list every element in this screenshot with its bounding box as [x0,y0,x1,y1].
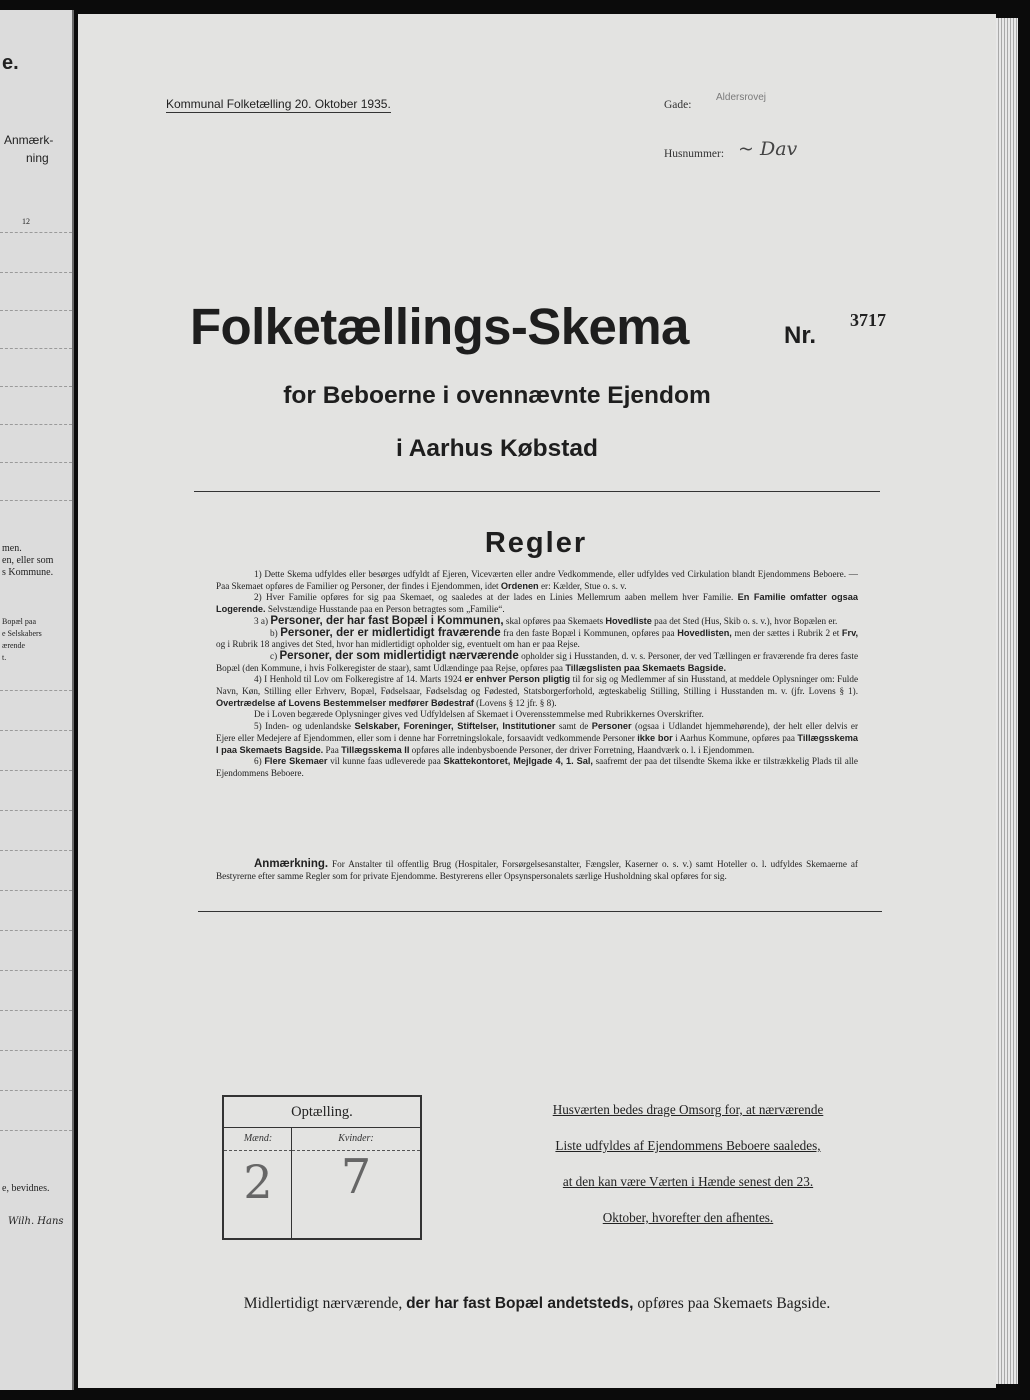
rule-text: er: Kælder, Stue o. s. v. [540,580,627,591]
left-fragment-text: ærende [2,641,26,650]
house-number-value: ~ Dav [738,138,798,160]
women-label: Kvinder: [292,1128,420,1151]
rule-bold: Personer, der har fast Bopæl i Kommunen, [270,614,504,627]
rule-bold: Personer, der er midlertidigt fraværende [280,626,501,639]
left-row-line [0,890,72,891]
left-fragment-text: men. [2,543,22,554]
note-text [216,859,858,882]
rule-number: b) [270,627,278,638]
rule-text: vil kunne faas udleverede paa [330,756,441,767]
left-row-line [0,1130,72,1131]
rule-4-sub [216,709,858,721]
rule-text: 4) I Henhold til Lov om Folkeregistre af 14. Marts 1924 [254,674,463,685]
rule-text: og i Rubrik 18 angives det Sted, hvor han midlertidigt opholder sig, eventuelt om han er paa Rejse. [216,639,580,650]
rules-text [216,569,858,780]
rule-bold: Skattekontoret, Mejlgade 4, 1. Sal, [443,756,593,767]
footer-part: Midlertidigt nærværende, [243,1295,403,1312]
street-value: Aldersrovej [716,92,767,103]
title-divider [194,491,880,492]
notice-line: Husværten bedes drage Omsorg for, at nærværende [552,1102,824,1117]
men-count: 2 [243,1155,273,1209]
rule-bold: Personer [591,721,632,732]
left-signature: Wilh. Hans [8,1216,64,1227]
rule-4 [216,674,858,709]
rule-bold: Flere Skemaer [264,756,328,767]
rule-text: Selvstændige Husstande paa en Person betragtes som „Familie“. [267,604,505,615]
rule-text: men der sættes i Rubrik 2 et [734,627,840,638]
rule-bold: er enhver Person pligtig [464,674,571,685]
left-row-line [0,500,72,501]
footer-part: opføres paa Skemaets Bagside. [637,1295,831,1312]
left-row-line [0,1090,72,1091]
left-fragment-ning: ning [26,151,49,165]
rules-heading: Regler [484,527,588,559]
rule-text: opføres alle indenbysboende Personer, der driver Forretning, Haandværk o. l. i Ejendommen. [411,744,755,755]
left-row-line [0,810,72,811]
left-page-fragment [0,10,74,1390]
left-row-line [0,1010,72,1011]
rule-text: fra den faste Bopæl i Kommunen, opføres paa [503,627,675,638]
left-fragment-text: Bopæl paa [2,617,36,626]
left-row-line [0,386,72,387]
rule-bold: Tillægsskema I paa Skemaets Bagside. [216,732,859,755]
census-form-page [78,14,996,1388]
rule-3b [216,628,858,651]
women-count: 7 [340,1149,372,1205]
rule-bold: Ordenen [500,580,539,591]
left-row-line [0,850,72,851]
rule-text: samt de [558,721,589,732]
form-city: i Aarhus Købstad [396,435,598,462]
left-row-line [0,970,72,971]
count-box-title: Optælling. [224,1097,420,1128]
rules-divider [198,911,882,912]
rule-text: (ogsaa i Udlandet hjemmehørende), der helt eller delvis er Ejere eller Medejere af Ejendommen, eller som i denne har Forretningslokale, forsaavidt vedkommende Personer [216,721,858,743]
left-fragment-anmaerk: Anmærk- [4,133,54,147]
notice-line: Oktober, hvorefter den afhentes. [602,1210,774,1225]
left-row-line [0,1050,72,1051]
form-number-label: Nr. [784,322,817,349]
rule-text: Paa [325,744,339,755]
rule-bold: Frv, [841,627,859,638]
footer-note [78,1295,996,1313]
rule-bold: Selskaber, Foreninger, Stiftelser, Institutioner [354,721,556,732]
form-number-value: 3717 [850,310,886,330]
rule-number: c) [270,650,278,661]
rule-text: i Aarhus Kommune, opføres paa [675,732,795,743]
rule-text: saafremt der paa det tilsendte Skema ikke er tilstrækkelig Plads til alle Ejendommens Beboere. [216,756,859,778]
notice-line: Liste udfyldes af Ejendommens Beboere saaledes, [555,1138,821,1153]
left-row-line [0,272,72,273]
rule-bold: Hovedlisten, [677,627,732,638]
footer-part-bold: der har fast Bopæl andetsteds, [406,1295,634,1312]
rule-5 [216,721,858,756]
rule-1 [216,569,858,592]
left-row-line [0,232,72,233]
rule-3c [216,651,858,674]
rule-text: (Lovens § 12 jfr. § 8). [476,697,557,708]
rule-text: 2) Hver Familie opføres for sig paa Skemaet, og saaledes at der lades en Linies Mellemrum aaben mellem hver Familie. [254,592,734,603]
rule-number: 3 a) [254,615,269,626]
left-fragment-text: e Selskabers [2,629,42,638]
rule-bold: Hovedliste [605,615,652,626]
rule-text: skal opføres paa Skemaets [505,615,604,626]
census-title: Kommunal Folketælling 20. Oktober 1935. [166,97,391,111]
left-fragment-title: e. [2,52,19,74]
rule-bold: Tillægslisten paa Skemaets Bagside. [565,662,726,673]
rule-bold: Personer, der som midlertidigt nærværende [279,649,519,662]
street-label: Gade: [664,99,692,111]
count-box [222,1095,422,1240]
rule-text: De i Loven begærede Oplysninger gives ved Udfyldelsen af Skemaet i Overensstemmelse med Rubrikkernes Overskrifter. [254,709,704,720]
rule-6 [216,756,858,779]
rule-bold: ikke bor [637,732,673,743]
left-row-line [0,462,72,463]
note-body: For Anstalter til offentlig Brug (Hospitaler, Forsørgelsesanstalter, Fængsler, Kaserner o. s. v.) samt Hoteller o. l. udfyldes Skemaerne af Bestyrerne efter samme Regler som for private Ejendomme. Bestyrerens eller Opsynspersonalets særlige Husholdning skal opføres for sig. [216,859,858,881]
rule-bold: En Familie omfatter ogsaa Logerende. [216,592,858,615]
left-fragment-text: t. [2,653,7,662]
rule-text: 1) Dette Skema udfyldes eller besørges udfyldt af Ejeren, Viceværten eller andre Vedkommende, eller udfyldes ved Cirkulation blandt Ejendommens Beboere. — Paa Skemaet opføres de Familier og Personer, der findes i Ejendommen, idet [216,569,858,591]
left-row-line [0,930,72,931]
rule-bold: Tillægsskema II [341,744,410,755]
form-title: Folketællings-Skema [190,298,689,355]
rule-text: til for sig og Medlemmer af sin Husstand, at meddele Oplysninger om: Fulde Navn, Køn, Stilling eller Erhverv, Bopæl, Fødselsaar, Fødselsdag og Fødested, Statsborgerforhold, ægteskabelig Stilling, Stilling i Husstanden m. v. (jfr. Lovens § 1). [216,674,859,697]
form-subtitle: for Beboerne i ovennævnte Ejendom [283,382,711,409]
house-number-label: Husnummer: [664,148,725,160]
rule-2 [216,592,858,615]
left-row-line [0,424,72,425]
book-spine-edge [996,18,1018,1384]
rule-number: 6) [254,756,262,767]
rule-text: opholder sig i Husstanden, d. v. s. Personer, der ved Tællingen er fraværende fra deres faste Bopæl (den Kommune, i hvis Folkeregister de staar), samt Udlændinge paa Rejse, opføres paa [216,650,859,673]
left-row-line [0,730,72,731]
left-fragment-colnum: 12 [22,217,30,226]
left-fragment-text: s Kommune. [2,567,54,578]
left-row-line [0,348,72,349]
notice-line: at den kan være Værten i Hænde senest den 23. [562,1174,814,1189]
men-label: Mænd: [224,1128,292,1151]
rule-bold: Overtrædelse af Lovens Bestemmelser medfører Bødestraf [216,697,474,708]
rule-text: paa det Sted (Hus, Skib o. s. v.), hvor Bopælen er. [654,615,838,626]
left-fragment-text: en, eller som [2,555,54,566]
note-paragraph [216,859,858,882]
left-row-line [0,770,72,771]
left-fragment-bevidnes: e, bevidnes. [2,1183,50,1194]
note-heading: Anmærkning. [254,858,329,870]
rule-text: 5) Inden- og udenlandske [254,721,352,732]
left-row-line [0,310,72,311]
left-row-line [0,690,72,691]
